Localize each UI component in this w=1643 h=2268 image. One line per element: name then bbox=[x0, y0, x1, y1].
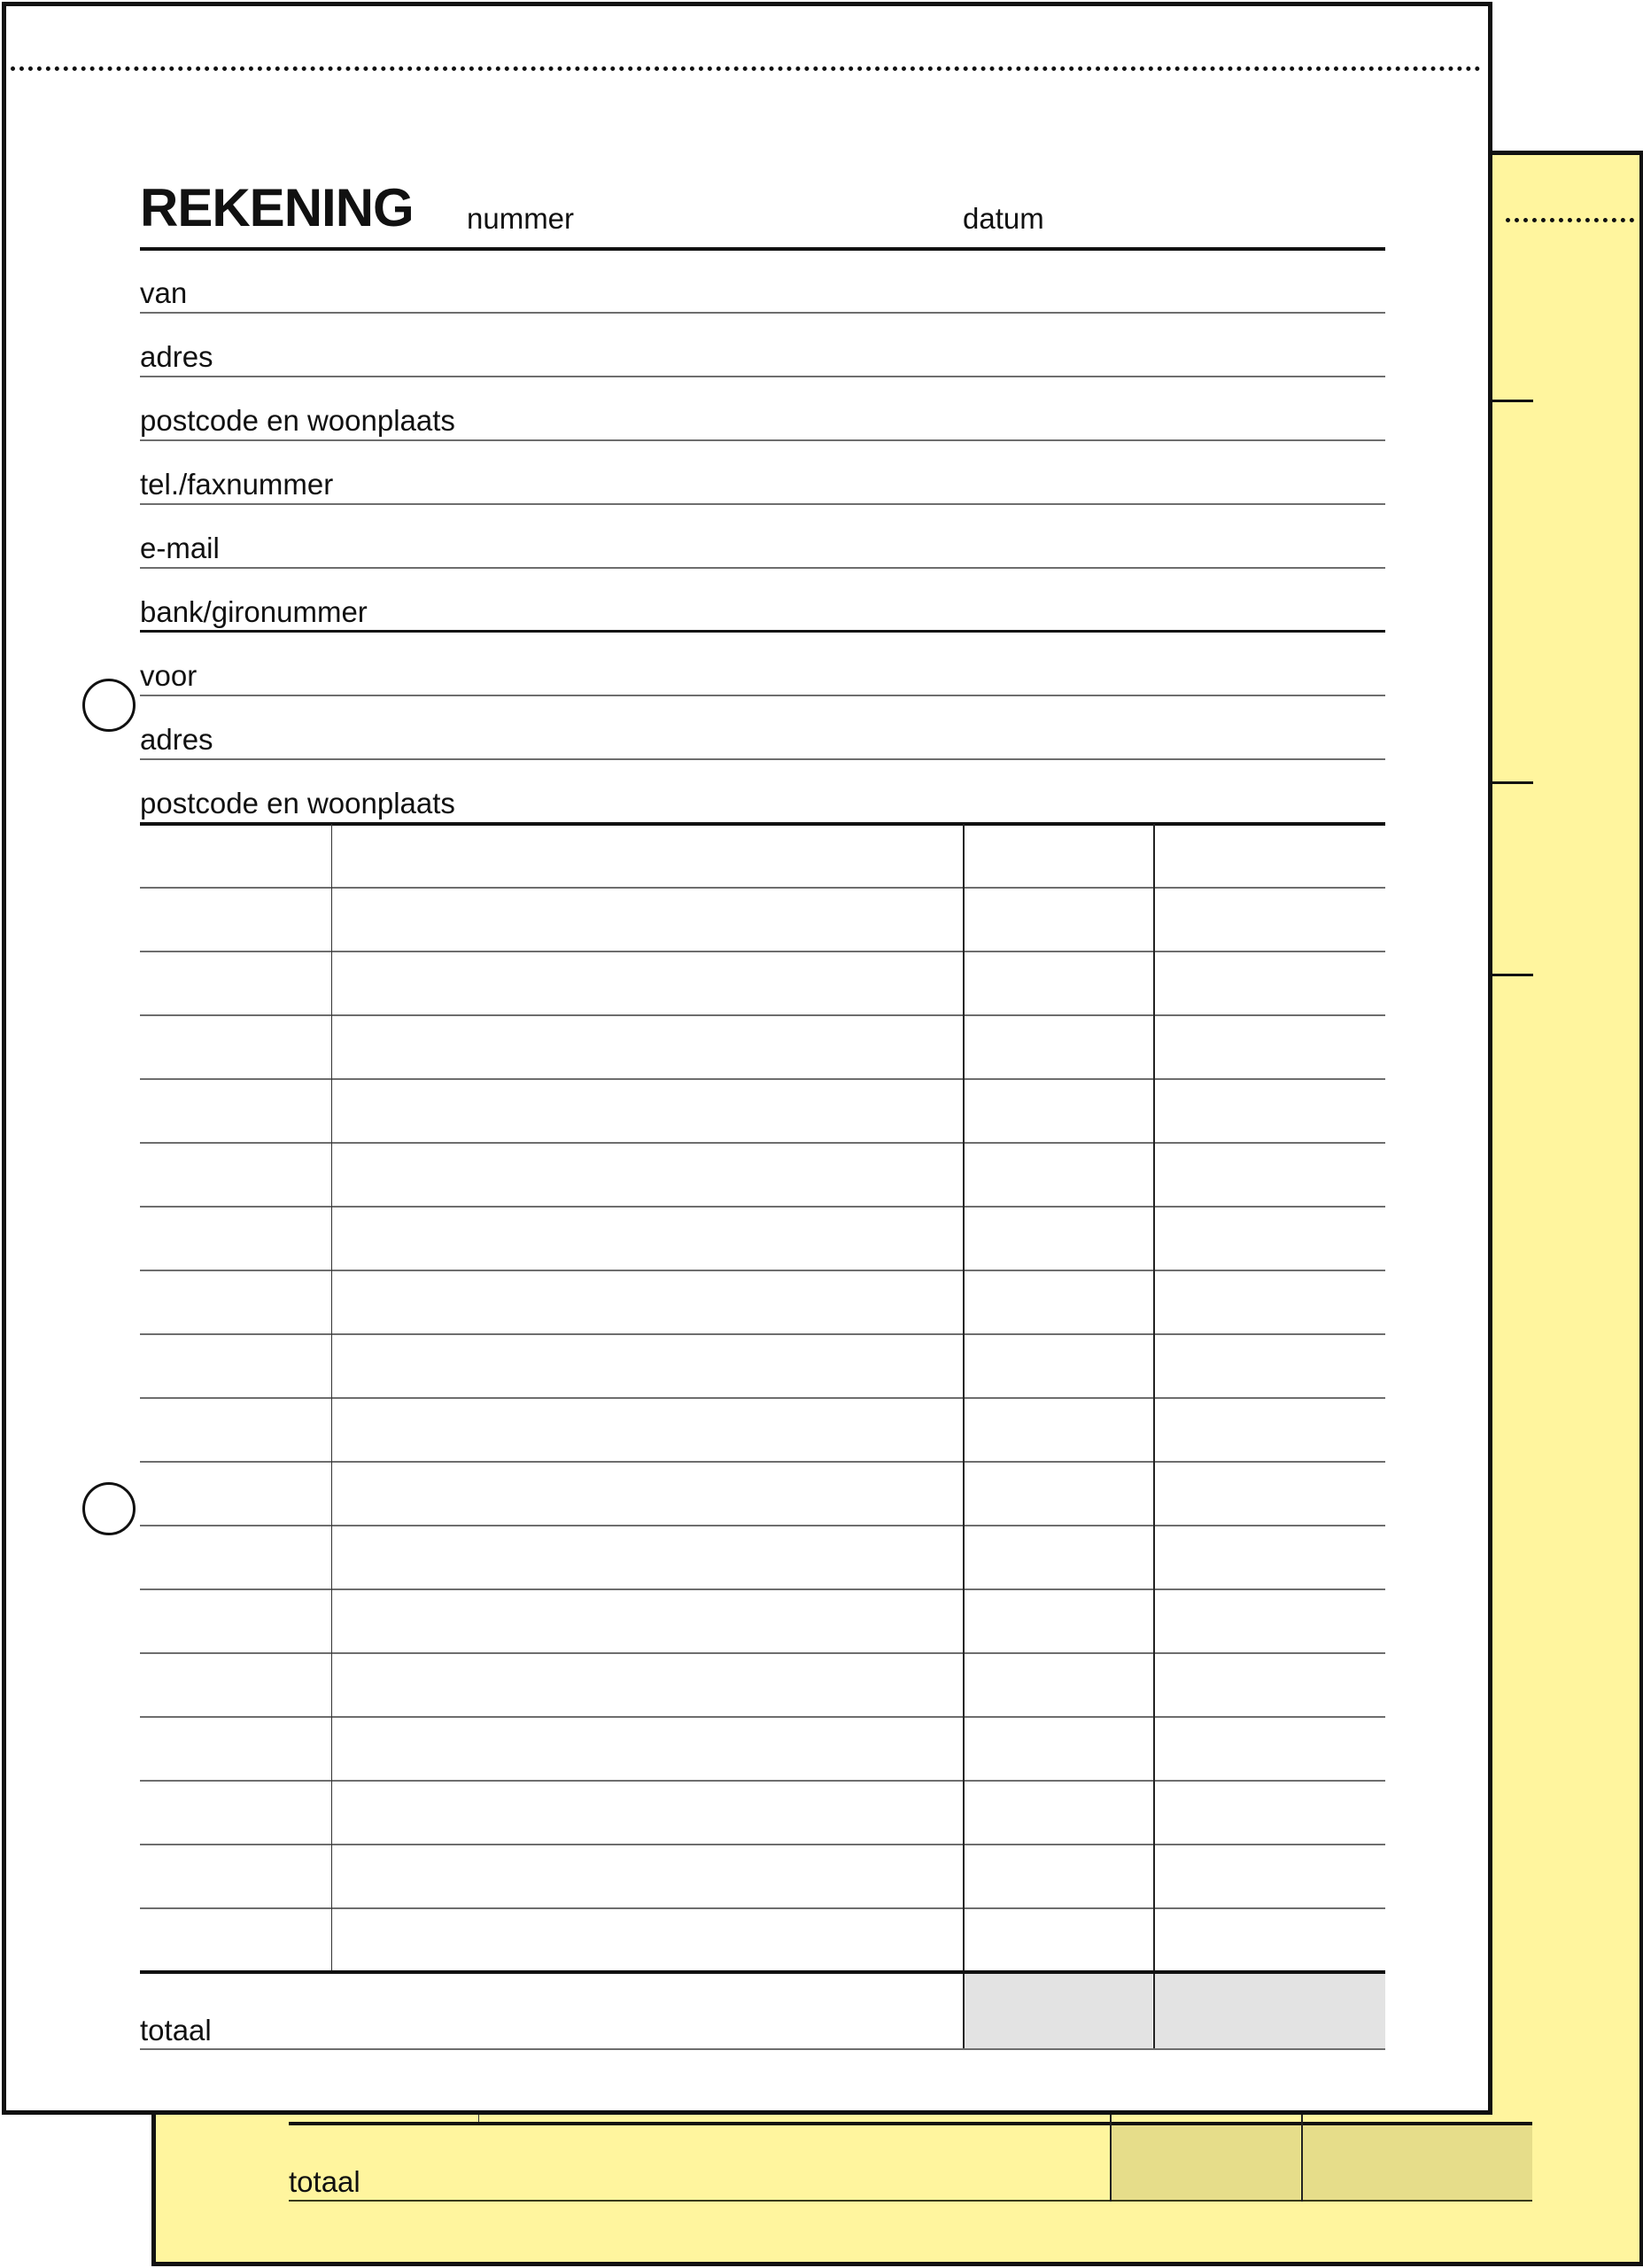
total-label: totaal bbox=[140, 2014, 212, 2047]
table-row-line bbox=[140, 1014, 1385, 1016]
field-line bbox=[140, 312, 1385, 314]
field-line bbox=[140, 503, 1385, 505]
perforation-line bbox=[11, 66, 1481, 71]
sender-bank-field[interactable]: bank/gironummer bbox=[140, 595, 368, 628]
recipient-name-field[interactable]: voor bbox=[140, 659, 198, 692]
header-rule bbox=[140, 247, 1385, 251]
table-row-line bbox=[140, 1078, 1385, 1080]
table-row-line bbox=[140, 1270, 1385, 1271]
field-line bbox=[140, 758, 1385, 760]
table-row-line bbox=[140, 1907, 1385, 1909]
copy-row-marker bbox=[1489, 400, 1533, 402]
column-divider bbox=[963, 824, 965, 2049]
sender-phone-field[interactable]: tel./faxnummer bbox=[140, 468, 334, 501]
copy-column-divider bbox=[1110, 2113, 1112, 2202]
section-rule bbox=[140, 630, 1385, 633]
table-row-line bbox=[140, 1142, 1385, 1144]
copy-total-label: totaal bbox=[289, 2165, 360, 2198]
table-row-line bbox=[140, 1525, 1385, 1526]
copy-perforation-line bbox=[1506, 218, 1634, 222]
table-row-line bbox=[140, 887, 1385, 889]
table-row-line bbox=[140, 1652, 1385, 1654]
punch-hole bbox=[82, 679, 136, 732]
copy-total-cell bbox=[1302, 2124, 1532, 2201]
table-row-line bbox=[140, 1780, 1385, 1782]
recipient-postal-field[interactable]: postcode en woonplaats bbox=[140, 787, 455, 819]
column-divider bbox=[1153, 824, 1155, 2049]
punch-hole bbox=[82, 1482, 136, 1535]
copy-row-marker bbox=[1489, 781, 1533, 784]
table-row-line bbox=[140, 1716, 1385, 1718]
copy-row-marker bbox=[1489, 974, 1533, 976]
total-top-rule bbox=[140, 1970, 1385, 1974]
recipient-address-field[interactable]: adres bbox=[140, 723, 213, 756]
total-cell-2[interactable] bbox=[1155, 1974, 1385, 2048]
table-row-line bbox=[140, 1397, 1385, 1399]
total-cell-1[interactable] bbox=[965, 1974, 1152, 2048]
sender-email-field[interactable]: e-mail bbox=[140, 532, 220, 564]
sender-postal-field[interactable]: postcode en woonplaats bbox=[140, 404, 455, 437]
copy-total-bottom-line bbox=[289, 2200, 1532, 2202]
field-line bbox=[140, 439, 1385, 441]
table-row-line bbox=[140, 1461, 1385, 1463]
field-line bbox=[140, 376, 1385, 377]
table-row-line bbox=[140, 1844, 1385, 1845]
table-top-rule bbox=[140, 822, 1385, 826]
total-bottom-rule bbox=[140, 2048, 1385, 2050]
form-title: REKENING bbox=[140, 178, 414, 237]
original-sheet bbox=[2, 2, 1492, 2115]
column-divider bbox=[331, 824, 332, 1972]
sender-name-field[interactable]: van bbox=[140, 276, 188, 309]
sender-address-field[interactable]: adres bbox=[140, 340, 213, 373]
number-label: nummer bbox=[467, 202, 575, 235]
table-row-line bbox=[140, 1588, 1385, 1590]
table-row-line bbox=[140, 1333, 1385, 1335]
field-line bbox=[140, 567, 1385, 569]
date-label: datum bbox=[963, 202, 1044, 235]
copy-column-divider bbox=[1301, 2113, 1303, 2202]
copy-total-top-line bbox=[289, 2122, 1532, 2125]
field-line bbox=[140, 695, 1385, 696]
copy-total-cell bbox=[1111, 2124, 1300, 2201]
table-row-line bbox=[140, 1206, 1385, 1208]
table-row-line bbox=[140, 951, 1385, 952]
